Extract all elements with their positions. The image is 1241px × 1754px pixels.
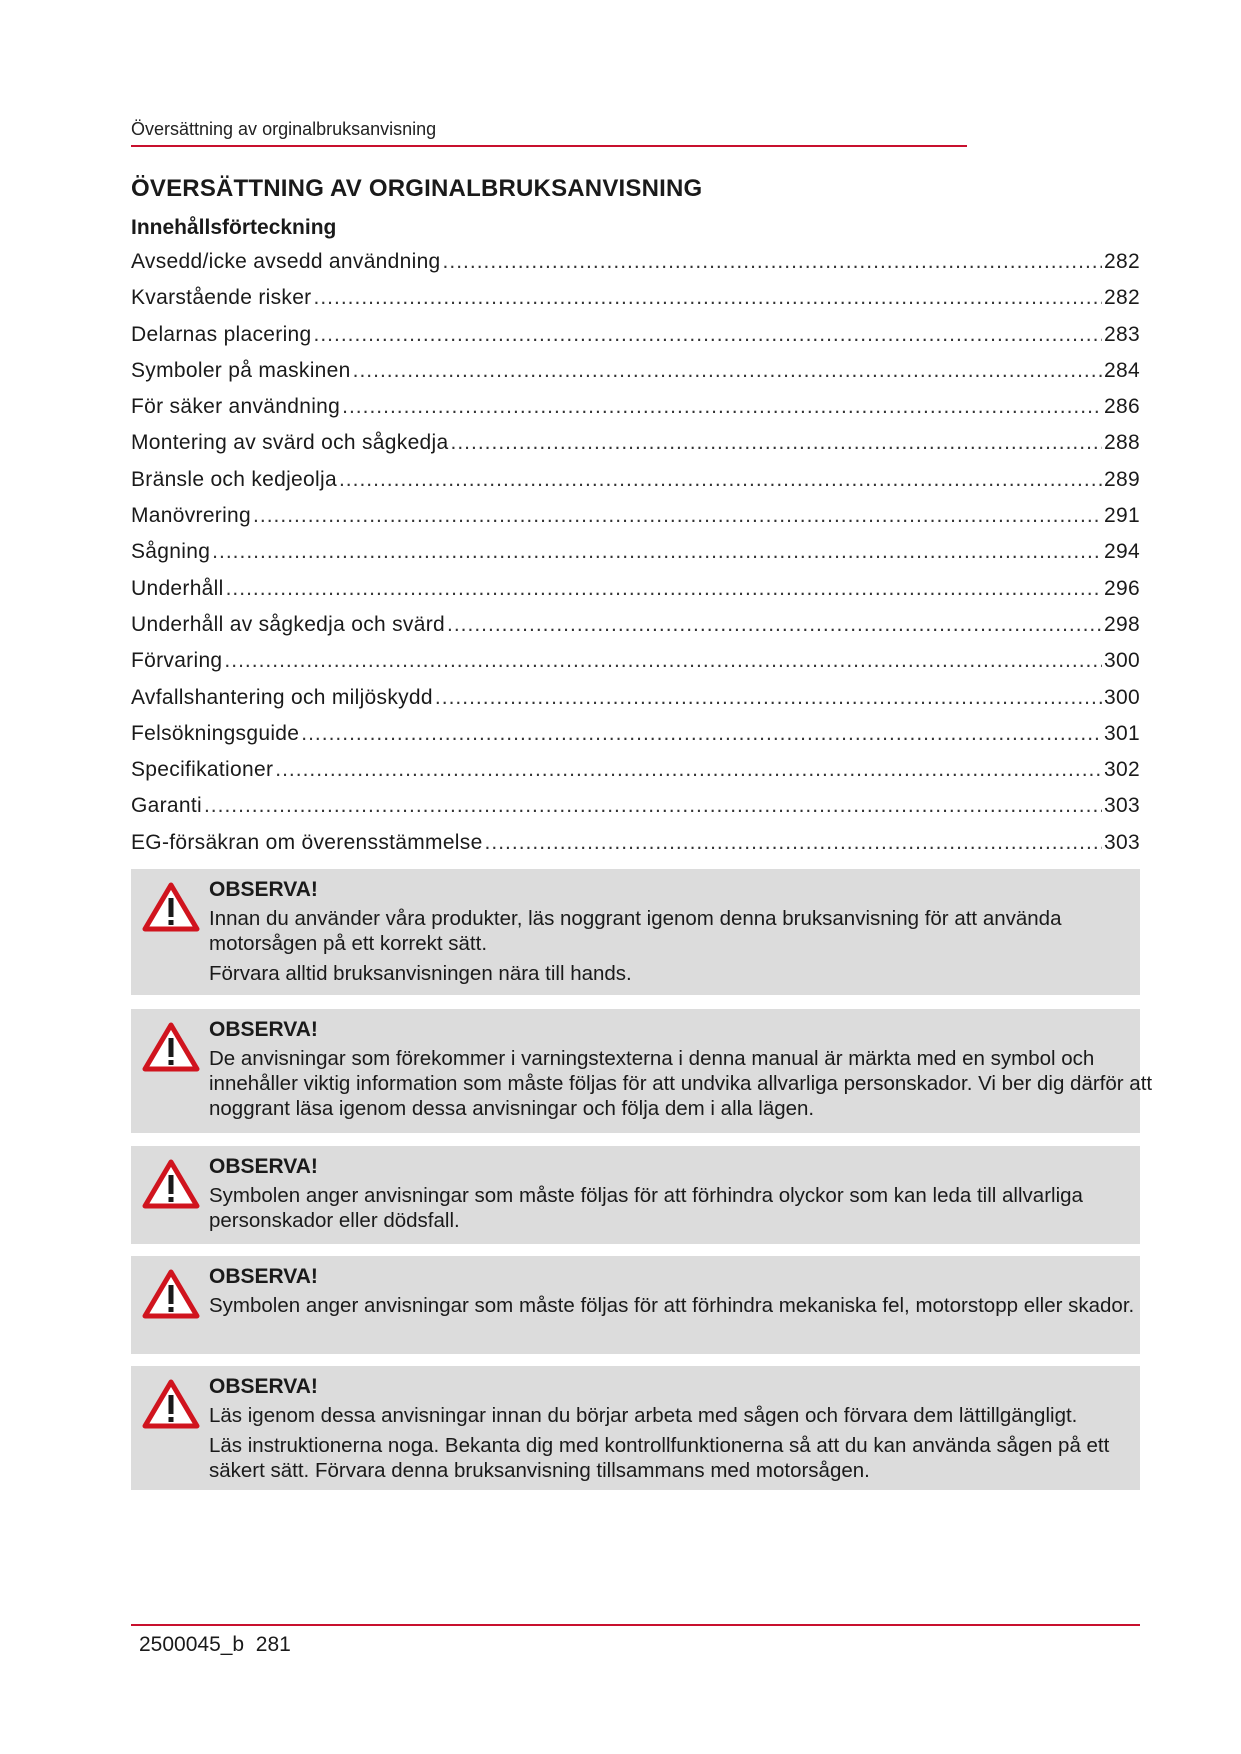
toc-entry-page: 301 <box>1104 721 1140 745</box>
toc-leader-dots <box>204 794 1102 818</box>
warning-triangle-icon <box>142 881 200 933</box>
toc-entry-label: Sågning <box>131 540 211 564</box>
document-code: 2500045_b <box>139 1633 245 1656</box>
page-number: 281 <box>255 1633 291 1656</box>
toc-entry-label: Avsedd/icke avsedd användning <box>131 250 441 273</box>
toc-entry <box>131 286 1140 322</box>
warning-notice-text: Förvara alltid bruksanvisningen nära till hands. <box>209 962 632 985</box>
warning-notice-body <box>209 1017 1160 1126</box>
toc-leader-dots <box>314 323 1103 347</box>
toc-entry-page: 282 <box>1104 286 1140 310</box>
toc-entry-label: Symboler på maskinen <box>131 358 351 382</box>
page-title: ÖVERSÄTTNING AV ORGINALBRUKSANVISNING <box>131 175 703 202</box>
toc-leader-dots <box>485 831 1103 855</box>
toc-entry <box>131 323 1140 359</box>
toc-entry-label: Underhåll <box>131 576 224 600</box>
toc-entry <box>131 686 1140 722</box>
toc-leader-dots <box>226 577 1102 601</box>
toc-entry-page: 286 <box>1104 395 1140 419</box>
toc-entry-label: Bränsle och kedjeolja <box>131 467 337 491</box>
warning-notice-text: Innan du använder våra produkter, läs noggrant igenom denna bruksanvisning för att använda motorsågen på ett korrekt sätt. <box>209 907 1062 955</box>
toc-entry-page: 289 <box>1104 467 1140 491</box>
toc-entry-page: 296 <box>1104 576 1140 600</box>
toc-entry <box>131 758 1140 794</box>
warning-notice-text: Läs igenom dessa anvisningar innan du börjar arbeta med sågen och förvara dem lättillgängligt. <box>209 1404 1078 1427</box>
toc-leader-dots <box>212 540 1102 564</box>
toc-entry-label: Montering av svärd och sågkedja <box>131 431 449 455</box>
warning-notice-text: Läs instruktionerna noga. Bekanta dig med kontrollfunktionerna så att du kan använda sågen på ett säkert sätt. Förvara denna bruksanvisning tillsammans med motorsågen. <box>209 1434 1110 1482</box>
toc-leader-dots <box>353 359 1102 383</box>
warning-notice-text: De anvisningar som förekommer i varningstexterna i denna manual är märkta med en symbol och innehåller viktig information som måste följas för att undvika allvarliga personskador. Vi ber dig därför att noggrant läsa igenom dessa anvisningar och följa dem i alla lägen. <box>209 1047 1153 1120</box>
toc-entry-page: 302 <box>1104 758 1140 782</box>
toc-entry <box>131 722 1140 758</box>
warning-triangle-icon <box>142 1268 200 1320</box>
warning-notice <box>131 1256 1140 1354</box>
warning-notice <box>131 1146 1140 1244</box>
toc-entry <box>131 540 1140 576</box>
warning-notice-title: OBSERVA! <box>209 1155 318 1178</box>
toc-leader-dots <box>224 649 1102 673</box>
toc-entry-label: Förvaring <box>131 649 223 673</box>
toc-entry-label: Underhåll av sågkedja och svärd <box>131 612 445 636</box>
toc-heading: Innehållsförteckning <box>131 216 337 239</box>
warning-notice-body <box>209 1264 1160 1323</box>
toc-entry-page: 294 <box>1104 540 1140 564</box>
warning-notice-title: OBSERVA! <box>209 1265 318 1288</box>
toc-entry-label: Specifikationer <box>131 758 274 782</box>
toc-entry-label: Manövrering <box>131 504 252 528</box>
warning-notice-text: Symbolen anger anvisningar som måste följas för att förhindra mekaniska fel, motorstopp eller skador. <box>209 1294 1135 1317</box>
toc-entry-label: Felsökningsguide <box>131 721 300 745</box>
toc-entry-label: Avfallshantering och miljöskydd <box>131 685 433 709</box>
toc-leader-dots <box>342 395 1102 419</box>
warning-notice-title: OBSERVA! <box>209 878 318 901</box>
toc-entry <box>131 504 1140 540</box>
toc-entry-page: 291 <box>1104 504 1140 528</box>
toc-entry-label: För säker användning <box>131 395 341 419</box>
toc-entry <box>131 794 1140 830</box>
warning-notice <box>131 1009 1153 1133</box>
warning-notice-title: OBSERVA! <box>209 1018 318 1041</box>
toc-leader-dots <box>450 431 1102 455</box>
warning-notice <box>131 869 1140 995</box>
toc-entry <box>131 359 1140 395</box>
header-divider <box>131 145 967 147</box>
toc-entry-page: 300 <box>1104 649 1140 673</box>
toc-entry <box>131 649 1140 685</box>
toc-entry-page: 282 <box>1104 250 1140 273</box>
warning-notice-body <box>209 1154 1160 1238</box>
toc-entry <box>131 395 1140 431</box>
warning-triangle-icon <box>142 1378 200 1430</box>
footer-divider <box>131 1624 1140 1626</box>
warning-notice-title: OBSERVA! <box>209 1375 318 1398</box>
toc-entry <box>131 577 1140 613</box>
warning-triangle-icon <box>142 1158 200 1210</box>
toc-entry <box>131 613 1140 649</box>
toc-leader-dots <box>253 504 1102 528</box>
warning-notice-body <box>209 1374 1160 1488</box>
warning-notice <box>131 1366 1140 1490</box>
toc-entry <box>131 250 1140 286</box>
running-header: Översättning av orginalbruksanvisning <box>131 119 437 139</box>
warning-notice-body <box>209 877 1160 991</box>
toc-entry-page: 303 <box>1104 794 1140 818</box>
toc-entry-label: Garanti <box>131 794 202 818</box>
toc-entry-page: 288 <box>1104 431 1140 455</box>
toc-leader-dots <box>447 613 1102 637</box>
warning-notice-text: Symbolen anger anvisningar som måste följas för att förhindra olyckor som kan leda till allvarliga personskador eller dödsfall. <box>209 1184 1083 1232</box>
toc-entry-label: EG-försäkran om överensstämmelse <box>131 830 483 854</box>
toc-leader-dots <box>301 722 1102 746</box>
toc-leader-dots <box>435 686 1102 710</box>
toc-entry-label: Delarnas placering <box>131 322 312 346</box>
toc-leader-dots <box>443 250 1103 274</box>
toc-entry-page: 300 <box>1104 685 1140 709</box>
toc-entry-page: 284 <box>1104 358 1140 382</box>
toc-entry-label: Kvarstående risker <box>131 286 312 310</box>
toc-entry <box>131 831 1140 867</box>
toc-leader-dots <box>275 758 1102 782</box>
toc-leader-dots <box>339 468 1102 492</box>
toc-leader-dots <box>313 286 1102 310</box>
page-footer <box>139 1633 291 1657</box>
toc-entry <box>131 431 1140 467</box>
toc-entry-page: 303 <box>1104 830 1140 854</box>
toc-entry-page: 298 <box>1104 612 1140 636</box>
toc-entry <box>131 468 1140 504</box>
table-of-contents <box>131 250 1140 867</box>
toc-entry-page: 283 <box>1104 322 1140 346</box>
warning-triangle-icon <box>142 1021 200 1073</box>
